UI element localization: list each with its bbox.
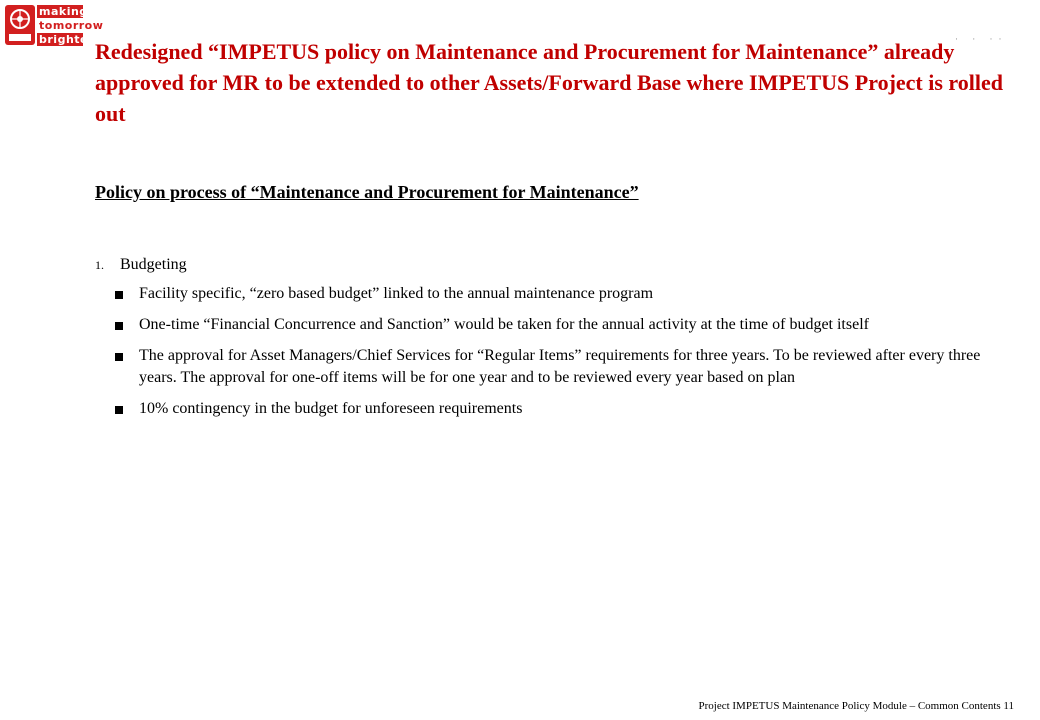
bullet-list [95,283,1015,420]
list-item [95,283,1015,305]
section-number: 1. [95,258,104,272]
budgeting-section [95,254,1015,429]
square-bullet-icon [95,283,139,305]
bullet-text: The approval for Asset Managers/Chief Services for “Regular Items” requirements for three years. To be reviewed after every three years. The approval for one-off items will be for one year and to be reviewed every year based on plan [139,347,981,386]
list-item [95,314,1015,336]
section-title: Budgeting [120,256,187,273]
bullet-text: Facility specific, “zero based budget” linked to the annual maintenance program [139,285,654,302]
square-bullet-icon [95,398,139,420]
logo-tagline-line1: making [39,5,88,18]
section-heading [95,254,1015,276]
square-bullet-icon [95,314,139,336]
corner-decoration: · · ·· [955,34,1008,44]
bullet-text: 10% contingency in the budget for unforeseen requirements [139,400,523,417]
bullet-text: One-time “Financial Concurrence and Sanction” would be taken for the annual activity at the time of budget itself [139,316,869,333]
list-item [95,345,1015,389]
ongc-logo [5,5,104,49]
logo-tagline-line2: tomorrow [39,19,104,32]
list-item [95,398,1015,420]
square-bullet-icon [95,345,139,389]
slide-title: Redesigned “IMPETUS policy on Maintenance and Procurement for Maintenance” already approved for MR to be extended to other Assets/Forward Base where IMPETUS Project is rolled out [95,39,1004,126]
logo-tagline [37,5,104,47]
logo-tagline-line3: brighter [39,33,94,46]
policy-subtitle: Policy on process of “Maintenance and Procurement for Maintenance” [95,182,639,202]
slide-footer: Project IMPETUS Maintenance Policy Module – Common Contents 11 [698,700,1014,712]
ongc-emblem-icon [5,5,35,45]
